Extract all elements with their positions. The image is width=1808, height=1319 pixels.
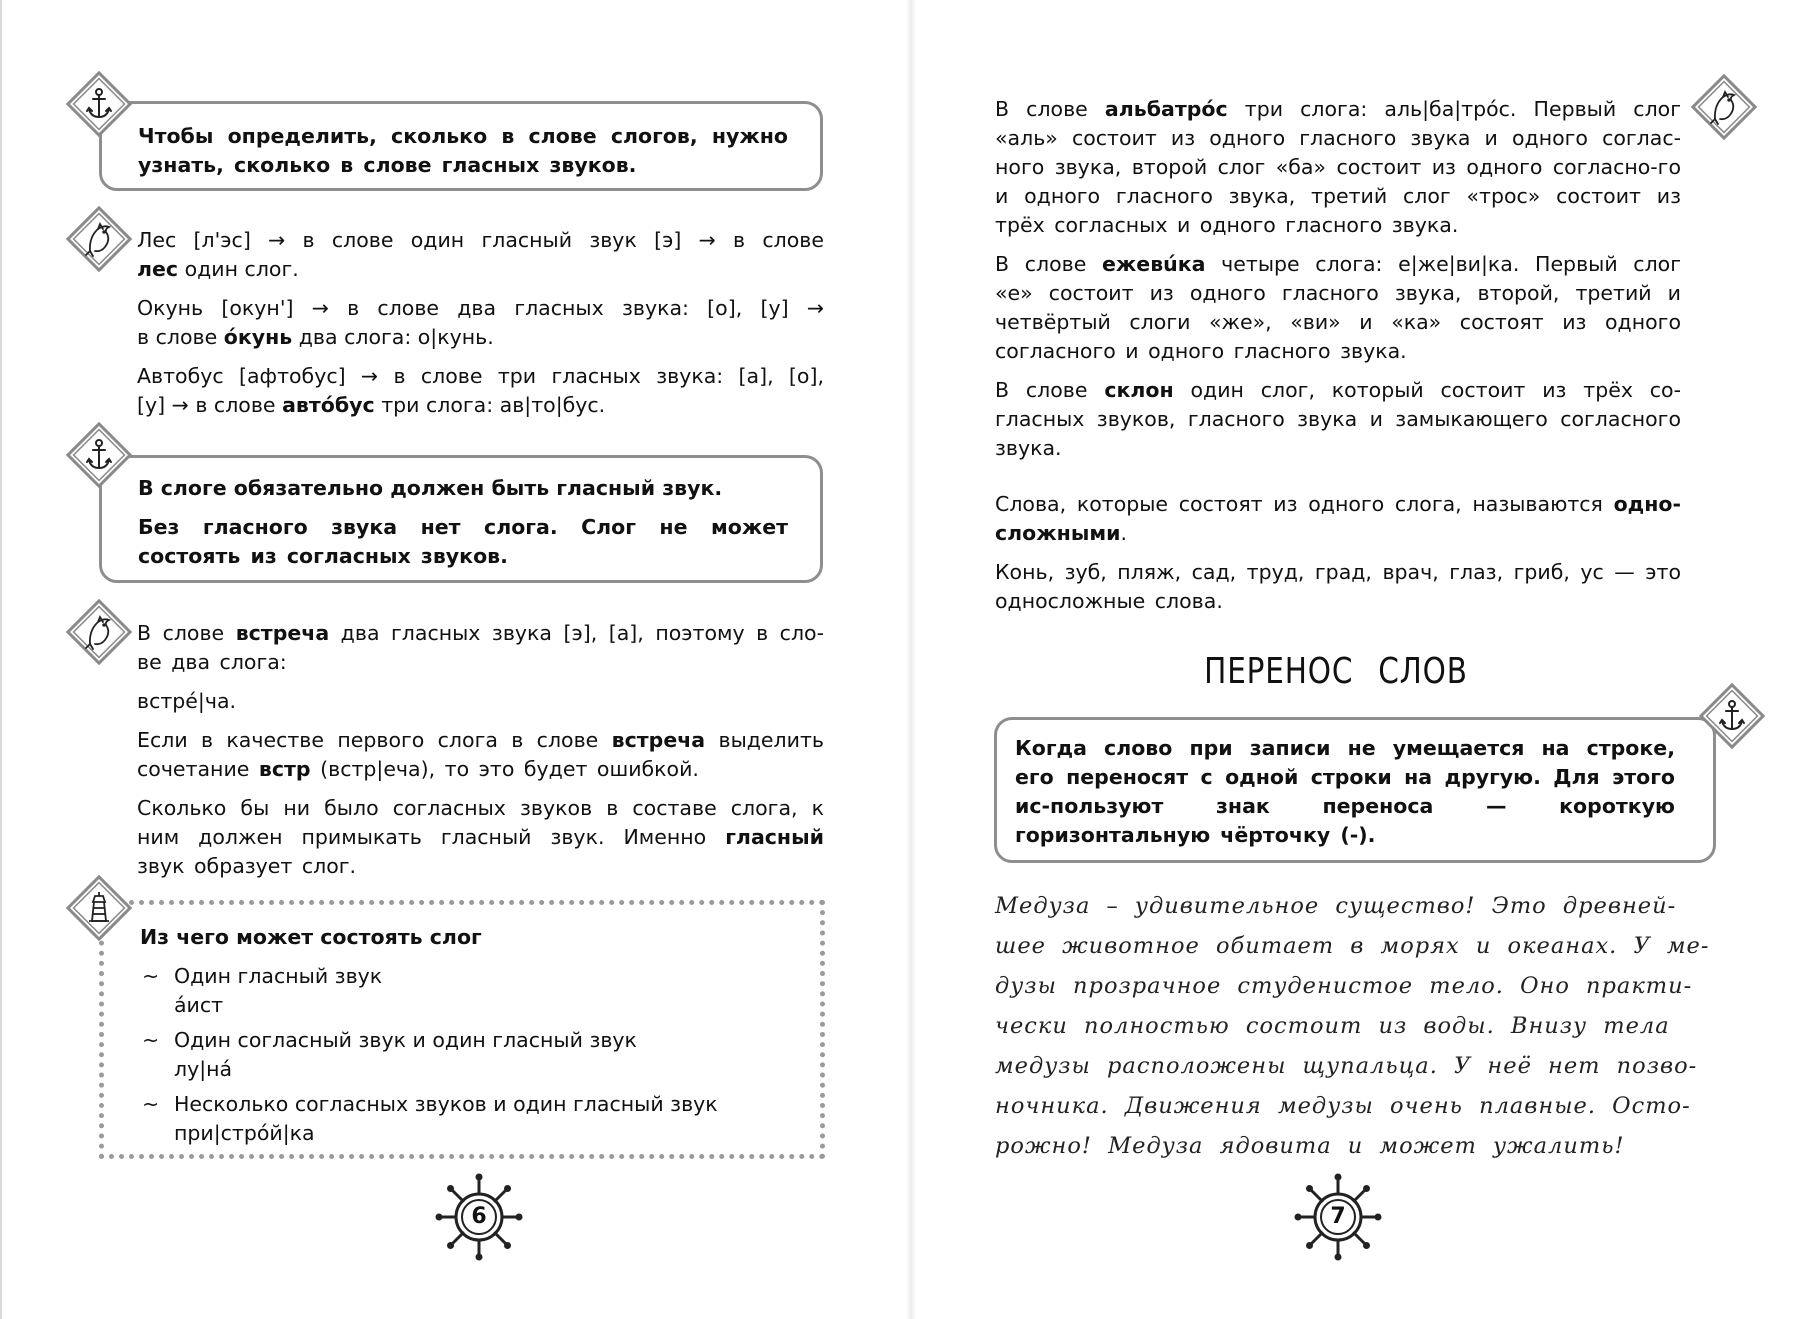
rule-box-vowel-required (99, 455, 823, 583)
rule-box-syllable-count (99, 101, 823, 191)
monosyllabic-examples: Конь, зуб, пляж, сад, труд, град, врач, глаз, гриб, ус — это односложные слова. (995, 560, 1681, 613)
bold-word: гласный (725, 825, 824, 849)
section-heading: ПЕРЕНОС СЛОВ (1204, 651, 1468, 692)
text-span: один слог. (178, 257, 299, 281)
text-span: выделить сочетание (137, 728, 824, 781)
handwriting-line: шее животное обитает в морях и океанах. У ме- (995, 933, 1710, 959)
page-number: 6 (471, 1204, 487, 1229)
example-les-line1: Лес [л'эс] → в слове один гласный звук [э] → в слове (137, 228, 824, 252)
ezhevika-paragraph (995, 250, 1681, 366)
bold-word: встреча (235, 621, 330, 645)
dolphin-icon (65, 205, 133, 273)
tilde-bullet: ~ (142, 964, 160, 988)
example-les-line2 (137, 255, 824, 284)
lighthouse-icon (65, 874, 133, 942)
list-item-label: Один согласный звук и один гласный звук (174, 1028, 637, 1052)
tilde-bullet: ~ (142, 1092, 160, 1116)
anchor-icon (65, 421, 133, 489)
text-span: В слове (137, 621, 236, 645)
bold-word: встреча (611, 728, 706, 752)
list-item-label: Несколько согласных звуков и один гласный звук (174, 1092, 718, 1116)
text-span: Если в качестве первого слога в слове (137, 728, 612, 752)
text-span: В слове (995, 378, 1105, 402)
rule-line-2: Без гласного звука нет слога. Слог не может состоять из согласных звуков. (138, 515, 788, 568)
bold-word: лес (137, 257, 179, 281)
text-span: Сколько бы ни было согласных звуков в составе слога, к ним должен примыкать гласный звук. Именно (137, 796, 824, 849)
list-item (140, 1090, 790, 1148)
handwriting-line: чески полностью состоит из воды. Внизу тела (995, 1013, 1670, 1039)
example-okun-line1: Окунь [окун'] → в слове два гласных звука: [о], [у] → (137, 296, 824, 320)
example-avtobus-line1: Автобус [афтобус] → в слове три гласных звука: [а], [о], (137, 364, 824, 388)
text-span: (встр|еча), то это будет ошибкой. (310, 757, 699, 781)
right-text-block (995, 95, 1681, 616)
rule-text: Чтобы определить, сколько в слове слогов, нужно узнать, сколько в слове гласных звуков. (138, 124, 788, 177)
text-span: три слога: ав|то|бус. (374, 393, 606, 417)
sklon-paragraph (995, 376, 1681, 463)
dolphin-icon (65, 598, 133, 666)
list-item-label: Один гласный звук (174, 964, 383, 988)
text-span: [у] → в слове (137, 393, 283, 417)
text-span: В слове (995, 252, 1102, 276)
text-span: четыре слога: е|же|ви|ка. Первый слог «е» состоит из одного гласного звука, второй, третий и четвёртый слоги «же», «ви» и «ка» состоят из одного согласного и одного гласного звука. (995, 252, 1681, 363)
text-span: один слог, который состоит из трёх со-гласных звуков, гласного звука и замыкающего согласного звука. (995, 378, 1681, 460)
tilde-bullet: ~ (142, 1028, 160, 1052)
rule-line-1: В слоге обязательно должен быть гласный звук. (138, 476, 723, 500)
example-avtobus-line2 (137, 391, 824, 420)
handwriting-line: медузы расположены щупальца. У неё нет позво- (995, 1053, 1698, 1079)
albatross-paragraph (995, 95, 1681, 240)
bold-word: автóбус (282, 393, 375, 417)
vstrecha-paragraph (137, 619, 824, 677)
rule-box-hyphenation (994, 717, 1716, 863)
text-span: В слове (995, 97, 1105, 121)
bold-word: склон (1104, 378, 1174, 402)
text-span: два гласных звука [э], [а], поэтому в сло-ве два слога: (137, 621, 824, 674)
handwriting-line: рожно! Медуза ядовита и может ужалить! (995, 1133, 1625, 1159)
text-span: звук образует слог. (137, 854, 357, 878)
bold-word: ежевúка (1101, 252, 1206, 276)
error-paragraph (137, 726, 824, 784)
rule-text: Когда слово при записи не умещается на строке, его переносят с одной строки на другую. Для этого ис-пользуют знак переноса — короткую горизонтальную чёрточку (-). (1015, 736, 1675, 847)
bold-word: встр (258, 757, 311, 781)
anchor-icon (1698, 682, 1766, 750)
handwriting-line: ночника. Движения медузы очень плавные. Осто- (995, 1093, 1691, 1119)
text-span: Слова, которые состоят из одного слога, называются (995, 492, 1614, 516)
text-span: два слога: о|кунь. (292, 325, 494, 349)
examples-block-2 (137, 619, 824, 881)
bold-word: óкунь (223, 325, 293, 349)
text-span: три слога: аль|ба|трóс. Первый слог «аль» состоит из одного гласного звука и одного соглас-ного звука, второй слог «ба» состоит из одного согласно-го и одного гласного звука, третий слог «трос» состоит из трёх согласных и одного гласного звука. (995, 97, 1681, 237)
list-item-example: áист (174, 993, 224, 1017)
handwriting-line: Медуза – удивительное существо! Это древней- (995, 893, 1677, 919)
bold-word: альбатрóс (1104, 97, 1228, 121)
list-item-example: лу|нá (174, 1057, 233, 1081)
examples-block-1 (137, 226, 824, 420)
list-item-example: при|стрóй|ка (174, 1121, 315, 1145)
handwriting-line: дузы прозрачное студенистое тело. Оно практи- (995, 973, 1693, 999)
list-item (140, 962, 790, 1020)
anchor-icon (65, 70, 133, 138)
vowel-forms-syllable-paragraph (137, 794, 824, 881)
syllable-composition-box (99, 900, 825, 1159)
monosyllabic-definition (995, 490, 1681, 548)
bold-word: одно-сложными (995, 492, 1681, 545)
dolphin-icon (1690, 73, 1758, 141)
page-number: 7 (1330, 1204, 1346, 1229)
list-item (140, 1026, 790, 1084)
box-title: Из чего может состоять слог (140, 925, 482, 949)
vstrecha-syllables: встрé|ча. (137, 689, 237, 713)
book-gutter (906, 0, 916, 1319)
text-span: в слове (137, 325, 224, 349)
example-okun-line2 (137, 323, 824, 352)
text-span: . (1120, 521, 1128, 545)
